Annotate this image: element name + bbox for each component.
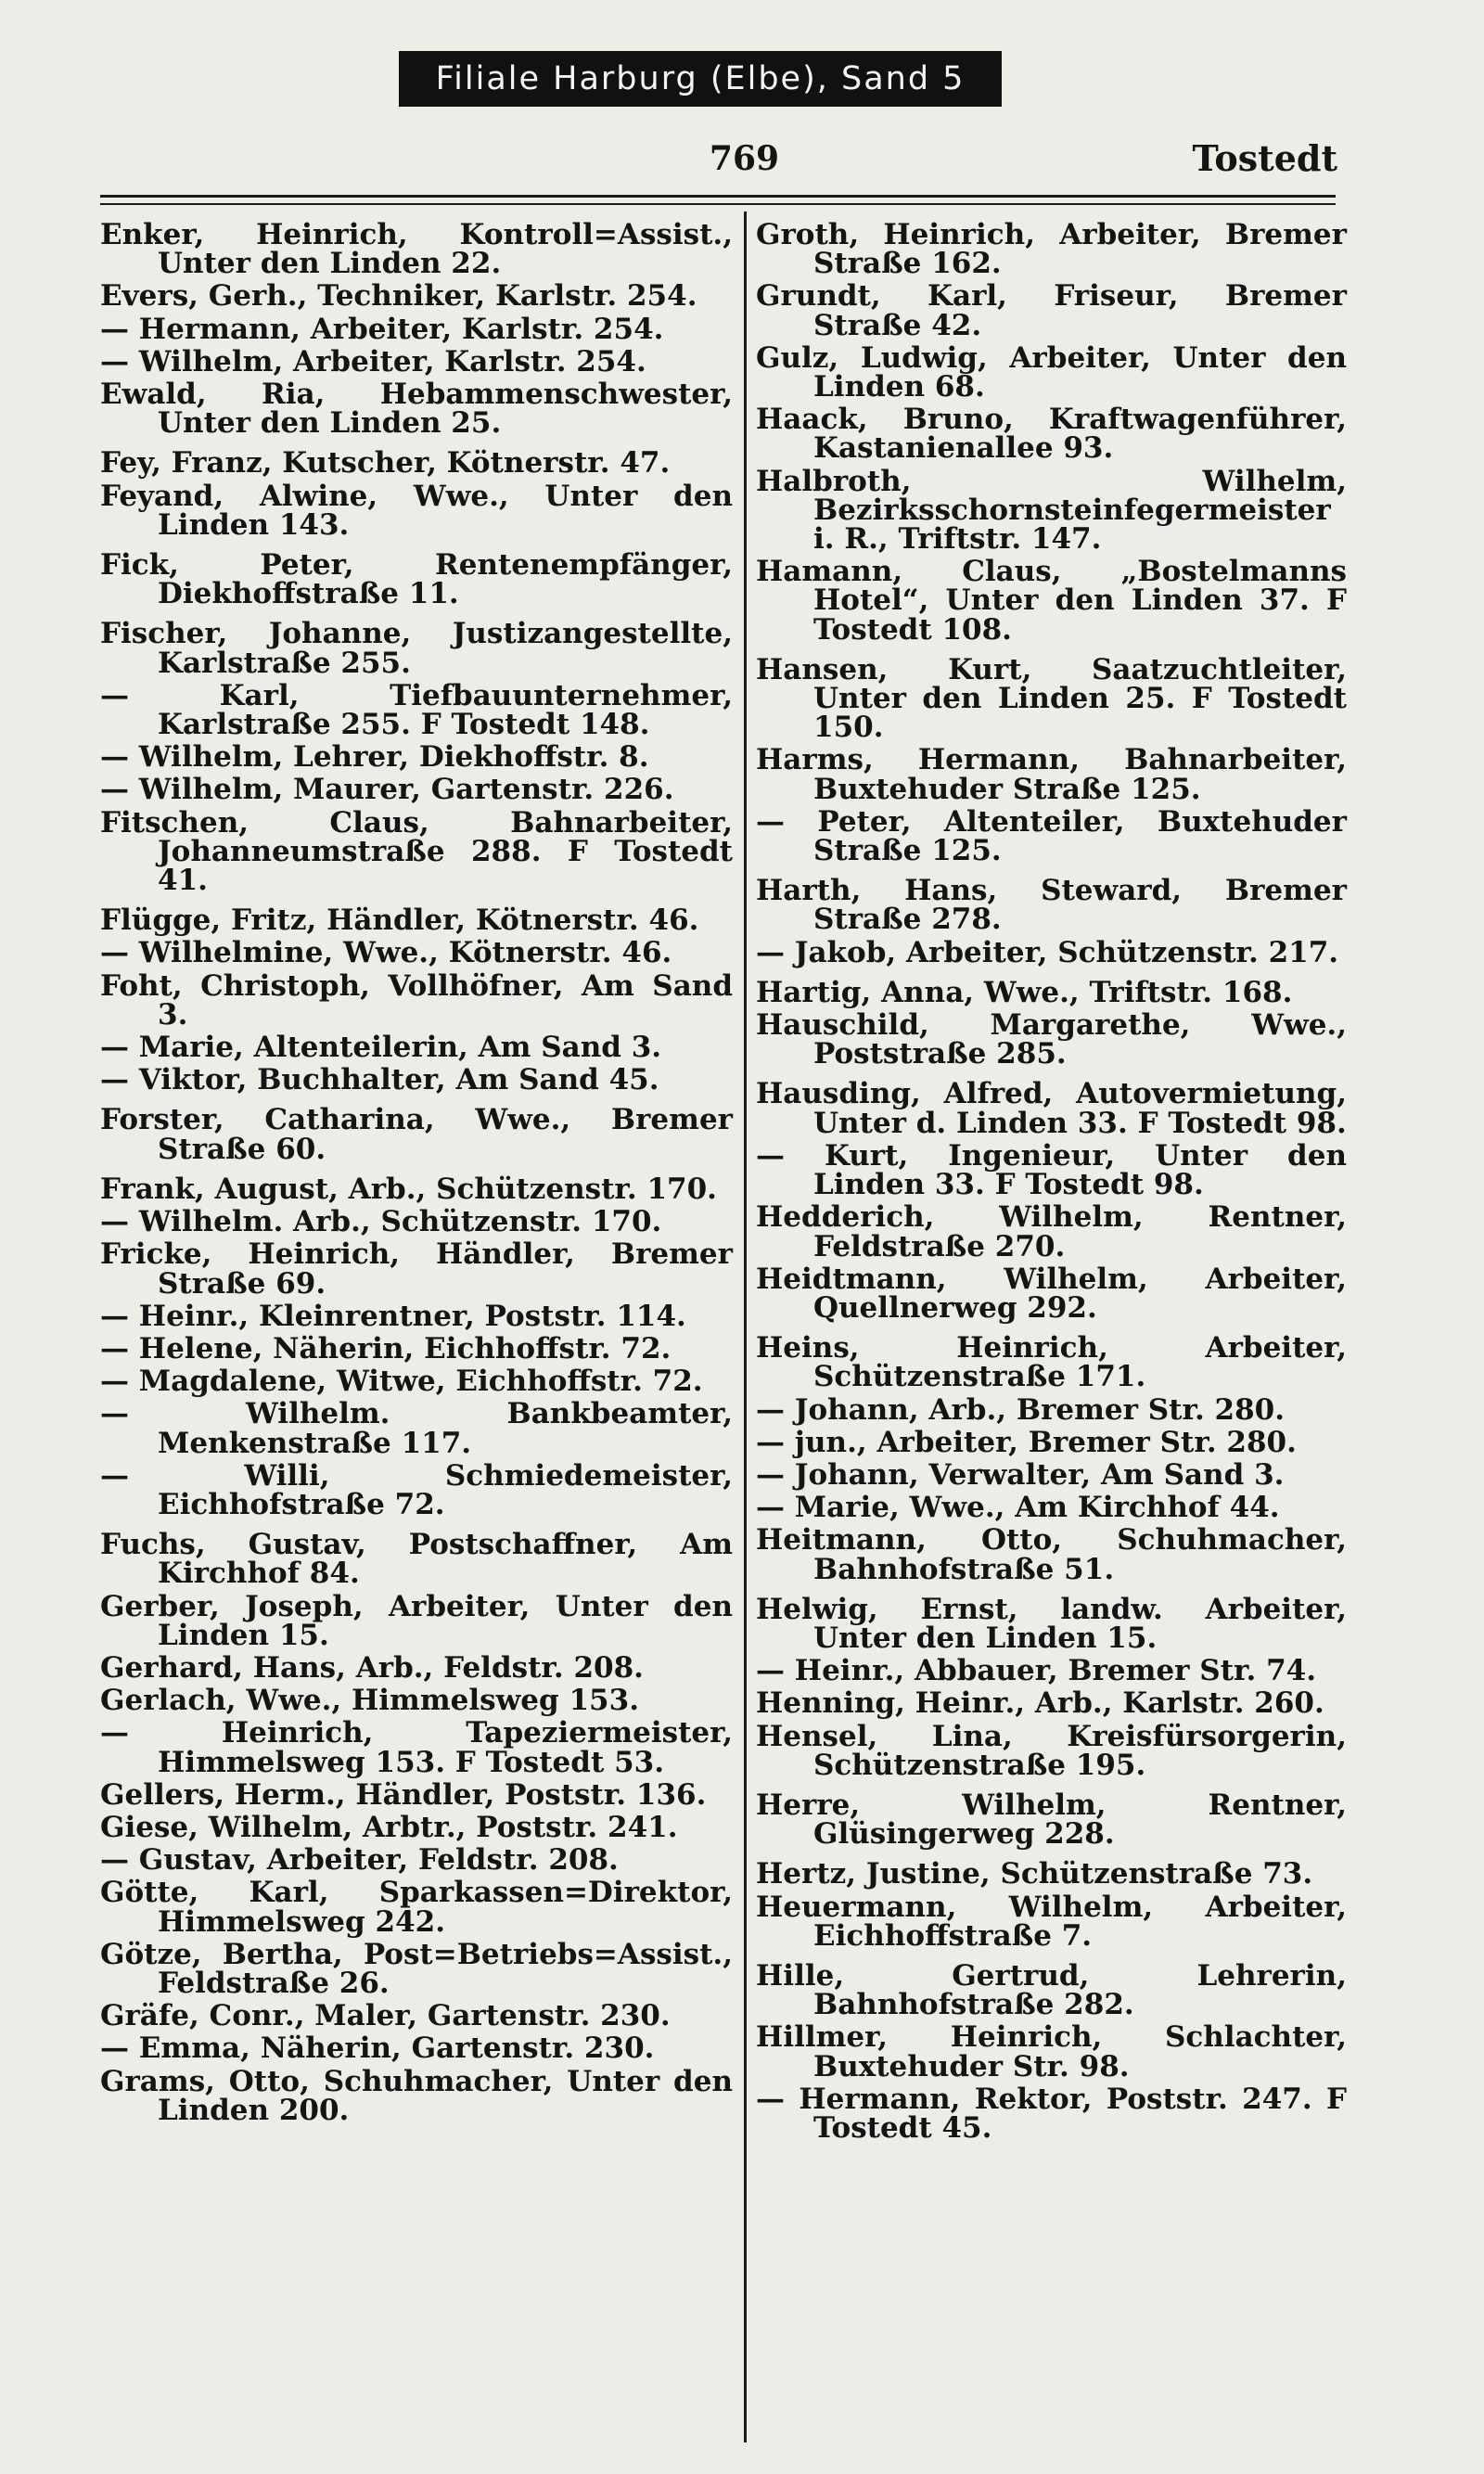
directory-entry: Giese, Wilhelm, Arbtr., Poststr. 241. xyxy=(100,1810,678,1844)
directory-entry: Gerber, Joseph, Arbeiter, Unter den Linden 15. xyxy=(100,1589,733,1652)
left-column xyxy=(100,218,733,2136)
directory-entry: Feyand, Alwine, Wwe., Unter den Linden 143. xyxy=(100,479,733,542)
directory-entry: Hedderich, Wilhelm, Rentner, Feldstraße 270. xyxy=(756,1200,1347,1263)
directory-entry: — Heinr., Kleinrentner, Poststr. 114. xyxy=(100,1299,686,1333)
directory-entry: Harth, Hans, Steward, Bremer Straße 278. xyxy=(756,874,1347,937)
directory-entry: — Johann, Arb., Bremer Str. 280. xyxy=(756,1392,1286,1427)
directory-entry: — Wilhelmine, Wwe., Kötnerstr. 46. xyxy=(100,936,672,970)
directory-entry: Gellers, Herm., Händler, Poststr. 136. xyxy=(100,1777,707,1812)
directory-entry: — Hermann, Rektor, Poststr. 247. F Tostedt 45. xyxy=(756,2082,1347,2145)
directory-entry: Fuchs, Gustav, Postschaffner, Am Kirchhof 84. xyxy=(100,1528,733,1591)
directory-entry: Heidtmann, Wilhelm, Arbeiter, Quellnerweg 292. xyxy=(756,1262,1347,1325)
right-column xyxy=(756,218,1347,2154)
directory-entry: Flügge, Fritz, Händler, Kötnerstr. 46. xyxy=(100,904,699,938)
directory-entry: — Karl, Tiefbauunternehmer, Karlstraße 255. F Tostedt 148. xyxy=(100,678,733,742)
directory-entry: — Wilhelm. Bankbeamter, Menkenstraße 117. xyxy=(100,1397,733,1460)
directory-entry: Halbroth, Wilhelm, Bezirksschornsteinfegermeister i. R., Triftstr. 147. xyxy=(756,464,1347,557)
directory-entry: Hamann, Claus, „Bostelmanns Hotel“, Unter den Linden 37. F Tostedt 108. xyxy=(756,555,1347,647)
directory-entry: Haack, Bruno, Kraftwagenführer, Kastanienallee 93. xyxy=(756,403,1347,466)
directory-entry: Götze, Bertha, Post=Betriebs=Assist., Feldstraße 26. xyxy=(100,1937,733,2000)
directory-entry: Henning, Heinr., Arb., Karlstr. 260. xyxy=(756,1686,1324,1721)
directory-entry: Ewald, Ria, Hebammenschwester, Unter den Linden 25. xyxy=(100,378,733,441)
directory-entry: — Emma, Näherin, Gartenstr. 230. xyxy=(100,2032,655,2066)
directory-entry: Heins, Heinrich, Arbeiter, Schützenstraße 171. xyxy=(756,1331,1347,1394)
directory-entry: Helwig, Ernst, landw. Arbeiter, Unter den Linden 15. xyxy=(756,1592,1347,1655)
directory-entry: Hausding, Alfred, Autovermietung, Unter d. Linden 33. F Tostedt 98. xyxy=(756,1077,1347,1140)
column-divider xyxy=(744,212,747,2442)
directory-entry: Hansen, Kurt, Saatzuchtleiter, Unter den Linden 25. F Tostedt 150. xyxy=(756,652,1347,745)
directory-entry: — Helene, Näherin, Eichhoffstr. 72. xyxy=(100,1331,672,1365)
directory-entry: Hertz, Justine, Schützenstraße 73. xyxy=(756,1857,1313,1891)
directory-entry: Fitschen, Claus, Bahnarbeiter, Johanneumstraße 288. F Tostedt 41. xyxy=(100,805,733,898)
directory-entry: Gerhard, Hans, Arb., Feldstr. 208. xyxy=(100,1650,644,1685)
directory-entry: — Peter, Altenteiler, Buxtehuder Straße 125. xyxy=(756,804,1347,868)
directory-entry: — Magdalene, Witwe, Eichhoffstr. 72. xyxy=(100,1365,703,1399)
directory-entry: Grundt, Karl, Friseur, Bremer Straße 42. xyxy=(756,279,1347,342)
directory-entry: Forster, Catharina, Wwe., Bremer Straße 60. xyxy=(100,1103,733,1166)
directory-entry: Hille, Gertrud, Lehrerin, Bahnhofstraße 282. xyxy=(756,1958,1347,2022)
directory-entry: — Wilhelm, Arbeiter, Karlstr. 254. xyxy=(100,344,646,378)
directory-entry: — Marie, Altenteilerin, Am Sand 3. xyxy=(100,1031,662,1065)
directory-entry: Gerlach, Wwe., Himmelsweg 153. xyxy=(100,1684,639,1718)
directory-entry: Gräfe, Conr., Maler, Gartenstr. 230. xyxy=(100,1999,671,2033)
directory-entry: — Wilhelm, Lehrer, Diekhoffstr. 8. xyxy=(100,740,649,775)
directory-entry: — Gustav, Arbeiter, Feldstr. 208. xyxy=(100,1843,619,1878)
directory-entry: Evers, Gerh., Techniker, Karlstr. 254. xyxy=(100,279,697,314)
directory-entry: Heuermann, Wilhelm, Arbeiter, Eichhoffstraße 7. xyxy=(756,1890,1347,1953)
directory-entry: Grams, Otto, Schuhmacher, Unter den Linden 200. xyxy=(100,2064,733,2127)
directory-entry: — Heinrich, Tapeziermeister, Himmelsweg 153. F Tostedt 53. xyxy=(100,1716,733,1779)
directory-entry: Herre, Wilhelm, Rentner, Glüsingerweg 228. xyxy=(756,1788,1347,1852)
directory-entry: Fricke, Heinrich, Händler, Bremer Straße 69. xyxy=(100,1237,733,1301)
page-number: 769 xyxy=(709,139,780,178)
directory-entry: Götte, Karl, Sparkassen=Direktor, Himmelsweg 242. xyxy=(100,1876,733,1939)
directory-entry: Hartig, Anna, Wwe., Triftstr. 168. xyxy=(756,975,1293,1009)
directory-entry: Hensel, Lina, Kreisfürsorgerin, Schützenstraße 195. xyxy=(756,1719,1347,1782)
header-rule-thin xyxy=(100,203,1336,205)
directory-entry: — Kurt, Ingenieur, Unter den Linden 33. F Tostedt 98. xyxy=(756,1138,1347,1202)
directory-entry: — Wilhelm, Maurer, Gartenstr. 226. xyxy=(100,773,674,807)
directory-entry: Fey, Franz, Kutscher, Kötnerstr. 47. xyxy=(100,446,671,481)
directory-entry: Groth, Heinrich, Arbeiter, Bremer Straße 162. xyxy=(756,218,1347,281)
directory-entry: Hillmer, Heinrich, Schlachter, Buxtehuder Str. 98. xyxy=(756,2020,1347,2083)
directory-entry: — Marie, Wwe., Am Kirchhof 44. xyxy=(756,1491,1280,1525)
directory-entry: Fischer, Johanne, Justizangestellte, Karlstraße 255. xyxy=(100,617,733,680)
directory-entry: Hauschild, Margarethe, Wwe., Poststraße 285. xyxy=(756,1008,1347,1071)
directory-entry: Fick, Peter, Rentenempfänger, Diekhoffstraße 11. xyxy=(100,548,733,611)
directory-entry: — Heinr., Abbauer, Bremer Str. 74. xyxy=(756,1654,1317,1688)
directory-entry: — Jakob, Arbeiter, Schützenstr. 217. xyxy=(756,935,1339,969)
directory-entry: — Johann, Verwalter, Am Sand 3. xyxy=(756,1457,1285,1492)
directory-entry: — Viktor, Buchhalter, Am Sand 45. xyxy=(100,1063,659,1097)
directory-entry: — jun., Arbeiter, Bremer Str. 280. xyxy=(756,1425,1297,1459)
running-head: Tostedt xyxy=(1192,137,1337,179)
directory-entry: — Hermann, Arbeiter, Karlstr. 254. xyxy=(100,312,664,346)
header-rule-thick xyxy=(100,195,1336,198)
directory-entry: — Wilhelm. Arb., Schützenstr. 170. xyxy=(100,1205,662,1239)
directory-entry: Foht, Christoph, Vollhöfner, Am Sand 3. xyxy=(100,968,733,1032)
branch-stamp: Filiale Harburg (Elbe), Sand 5 xyxy=(399,51,1002,107)
directory-entry: Gulz, Ludwig, Arbeiter, Unter den Linden 68. xyxy=(756,340,1347,404)
directory-entry: Harms, Hermann, Bahnarbeiter, Buxtehuder Straße 125. xyxy=(756,743,1347,806)
directory-entry: — Willi, Schmiedemeister, Eichhofstraße 72. xyxy=(100,1458,733,1521)
directory-entry: Enker, Heinrich, Kontroll=Assist., Unter den Linden 22. xyxy=(100,218,733,281)
directory-entry: Frank, August, Arb., Schützenstr. 170. xyxy=(100,1172,717,1206)
directory-entry: Heitmann, Otto, Schuhmacher, Bahnhofstraße 51. xyxy=(756,1523,1347,1586)
